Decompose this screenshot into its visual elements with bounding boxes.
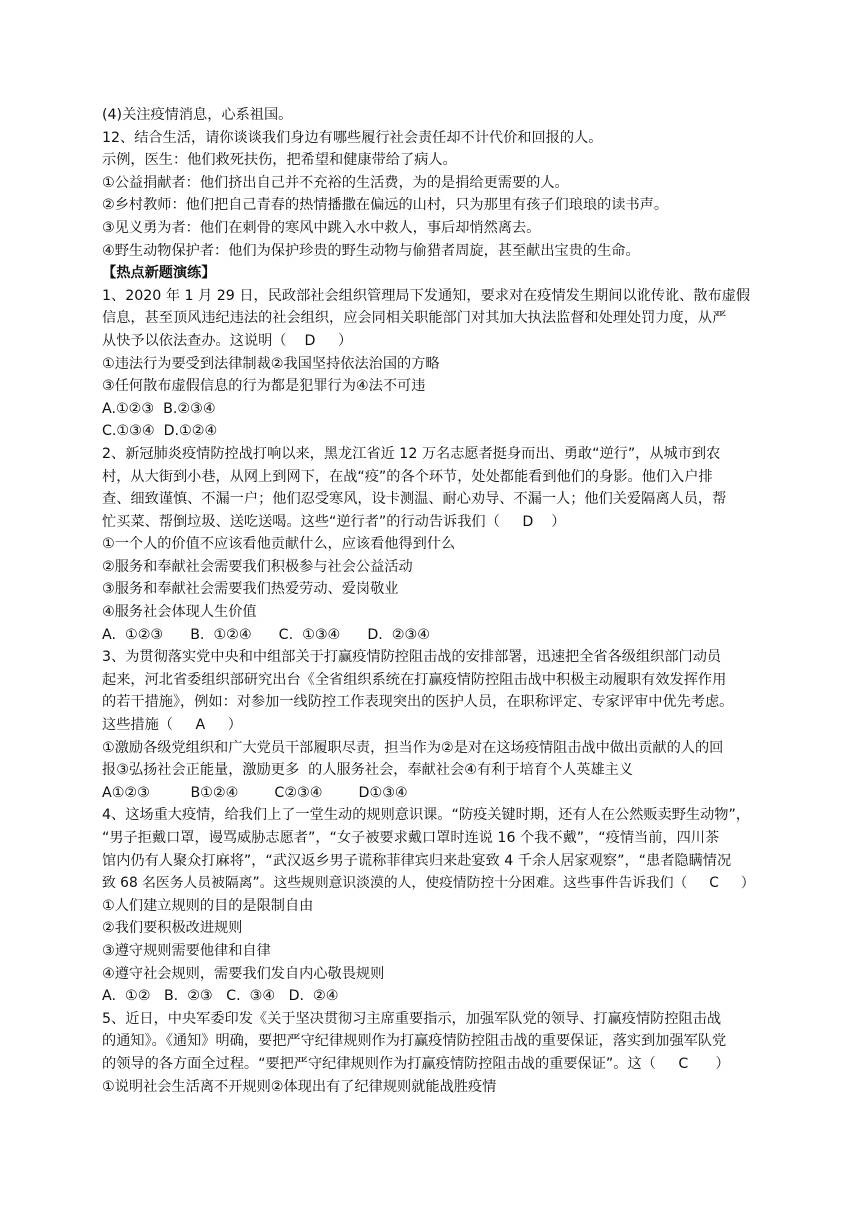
choice-line: A.①②③ B.②③④ xyxy=(102,400,216,417)
text-line: 示例，医生：他们救死扶伤，把希望和健康带给了病人。 xyxy=(102,152,457,169)
choice-line: A①②③ B①②④ C②③④ D①③④ xyxy=(102,784,408,801)
text-line: 的通知》。《通知》明确，要把严守纪律规则作为打赢疫情防控阻击战的重要保证，落实到加强军队党 xyxy=(102,1033,727,1050)
option-line: ①说明社会生活离不开规则②体现出有了纪律规则就能战胜疫情 xyxy=(102,1078,497,1095)
option-line: ①激励各级党组织和广大党员干部履职尽责，担当作为②是对在这场疫情阻击战中做出贡献的人的回 xyxy=(102,739,724,756)
choice-line: A. ①②③ B. ①②④ C. ①③④ D. ②③④ xyxy=(102,626,430,643)
text-line: (4)关注疫情消息，心系祖国。 xyxy=(102,107,293,123)
text-line: 的若干措施》，例如：对参加一线防控工作表现突出的医护人员，在职称评定、专家评审中优先考虑。 xyxy=(102,694,734,711)
question-3-line: 3、为贯彻落实党中央和中组部关于打赢疫情防控阻击战的安排部署，迅速把全省各级组织部门动员 xyxy=(102,649,722,666)
text-line: 这些措施（ A ） xyxy=(102,717,242,734)
question-2-line: 2、新冠肺炎疫情防控战打响以来，黑龙江省近 12 万名志愿者挺身而出、勇敢“逆行”，从城市到农 xyxy=(102,445,721,462)
option-line: ③任何散布虚假信息的行为都是犯罪行为④法不可违 xyxy=(102,378,426,395)
text-line: 的领导的各方面全过程。“要把严守纪律规则作为打赢疫情防控阻击战的重要保证”。这（ C ） xyxy=(102,1055,730,1072)
text-line: 从快予以依法查办。这说明（ D ） xyxy=(102,332,353,349)
question-4-line: 4、这场重大疫情，给我们上了一堂生动的规则意识课。“防疫关键时期，还有人在公然贩卖野生动物”， xyxy=(102,807,750,824)
text-line: 村，从大街到小巷，从网上到网下，在战“疫”的各个环节，处处都能看到他们的身影。他们入户排 xyxy=(102,468,713,485)
text-line: “男子拒戴口罩，谩骂威胁志愿者”，“女子被要求戴口罩时连说 16 个我不戴”，“疫情当前，四川茶 xyxy=(102,830,720,846)
option-line: ①人们建立规则的目的是限制自由 xyxy=(102,897,314,914)
option-line: ②服务和奉献社会需要我们积极参与社会公益活动 xyxy=(102,558,413,575)
question-12-line: 12、结合生活，请你谈谈我们身边有哪些履行社会责任却不计代价和回报的人。 xyxy=(102,129,603,146)
text-line: 信息，甚至顶风违纪违法的社会组织，应会同相关职能部门对其加大执法监督和处理处罚力度，从严 xyxy=(102,310,727,327)
option-line: ②我们要积极改进规则 xyxy=(102,920,243,937)
question-5-line: 5、近日，中央军委印发《关于坚决贯彻习主席重要指示，加强军队党的领导、打赢疫情防控阻击战 xyxy=(102,1010,722,1027)
text-line: ②乡村教师：他们把自己青春的热情播撒在偏远的山村，只为那里有孩子们琅琅的读书声。 xyxy=(102,197,669,214)
text-line: 致 68 名医务人员被隔离”。这些规则意识淡漠的人，使疫情防控十分困难。这些事件告诉我们（ C ） xyxy=(102,875,755,892)
question-1-line: 1、2020 年 1 月 29 日，民政部社会组织管理局下发通知，要求对在疫情发生期间以讹传讹、散布虚假 xyxy=(102,287,751,304)
text-line: ③见义勇为者：他们在刺骨的寒风中跳入水中救人，事后却悄然离去。 xyxy=(102,219,541,236)
option-line: ③遵守规则需要他律和自律 xyxy=(102,942,271,959)
choice-line: A. ①② B. ②③ C. ③④ D. ②④ xyxy=(102,988,339,1005)
choice-line: C.①③④ D.①②④ xyxy=(102,423,218,440)
text-line: 忙买菜、帮倒垃圾、送吃送喝。这些“逆行者”的行动告诉我们（ D ） xyxy=(102,513,566,530)
section-heading: 【热点新题演练】 xyxy=(102,265,216,282)
text-line: 馆内仍有人聚众打麻将”，“武汉返乡男子谎称菲律宾归来赴宴致 4 千余人居家观察”，“患者隐瞒情况 xyxy=(102,852,732,869)
option-line: ①违法行为要受到法律制裁②我国坚持依法治国的方略 xyxy=(102,355,440,372)
option-line: ③服务和奉献社会需要我们热爱劳动、爱岗敬业 xyxy=(102,581,399,598)
text-line: 查、细致谨慎、不漏一户；他们忍受寒风，设卡测温、耐心劝导、不漏一人；他们关爱隔离人员，帮 xyxy=(102,491,727,508)
option-line: ①一个人的价值不应该看他贡献什么，应该看他得到什么 xyxy=(102,536,456,553)
text-line: 起来，河北省委组织部研究出台《全省组织系统在打赢疫情防控阻击战中积极主动履职有效发挥作用 xyxy=(102,671,727,688)
document-page xyxy=(102,104,762,1098)
option-line: 报③弘扬社会正能量，激励更多 的人服务社会，奉献社会④有利于培育个人英雄主义 xyxy=(102,762,634,779)
text-line: ①公益捐献者：他们挤出自己并不充裕的生活费，为的是捐给更需要的人。 xyxy=(102,174,569,191)
text-line: ④野生动物保护者：他们为保护珍贵的野生动物与偷猎者周旋，甚至献出宝贵的生命。 xyxy=(102,242,640,259)
option-line: ④服务社会体现人生价值 xyxy=(102,604,257,621)
option-line: ④遵守社会规则，需要我们发自内心敬畏规则 xyxy=(102,965,385,982)
